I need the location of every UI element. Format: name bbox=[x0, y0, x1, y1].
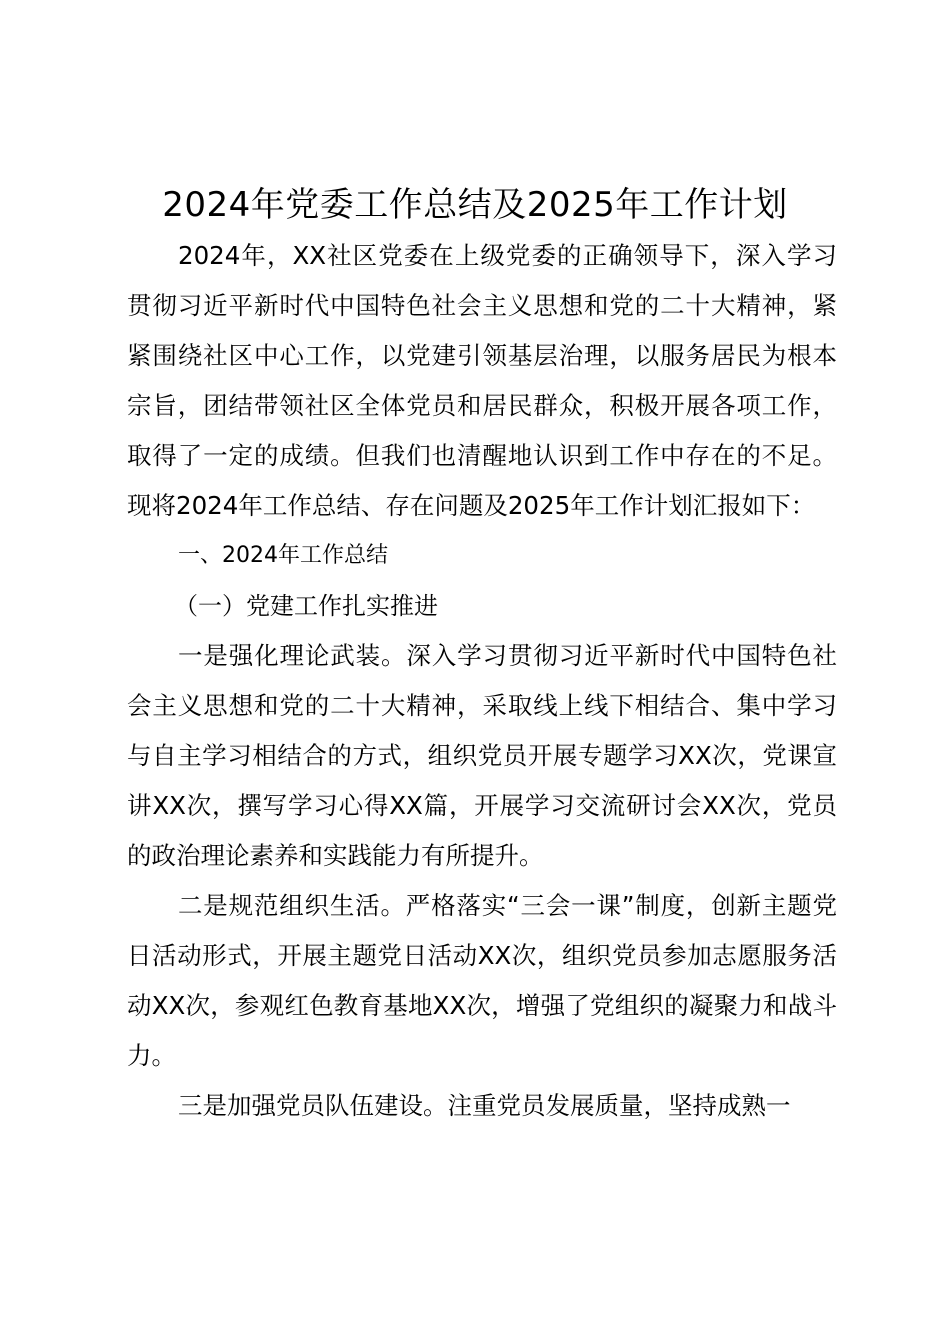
document-title: 2024年党委工作总结及2025年工作计划 bbox=[162, 185, 788, 225]
intro-paragraph: 2024年，XX社区党委在上级党委的正确领导下，深入学习贯彻习近平新时代中国特色社会主义思想和党的二十大精神，紧紧围绕社区中心工作，以党建引领基层治理，以服务居民为根本宗旨，团结带领社区全体党员和居民群众，积极开展各项工作，取得了一定的成绩。但我们也清醒地认识到工作中存在的不足。现将2024年工作总结、存在问题及2025年工作计划汇报如下： bbox=[127, 241, 837, 520]
paragraph-organization-life: 二是规范组织生活。严格落实“三会一课”制度，创新主题党日活动形式，开展主题党日活动XX次，组织党员参加志愿服务活动XX次，参观红色教育基地XX次，增强了党组织的凝聚力和战斗力。 bbox=[127, 891, 837, 1070]
document-body bbox=[127, 231, 837, 1131]
subsection-heading-party-building: （一）党建工作扎实推进 bbox=[174, 592, 438, 620]
paragraph-theory-study: 一是强化理论武装。深入学习贯彻习近平新时代中国特色社会主义思想和党的二十大精神，采取线上线下相结合、集中学习与自主学习相结合的方式，组织党员开展专题学习XX次，党课宣讲XX次，撰写学习心得XX篇，开展学习交流研讨会XX次，党员的政治理论素养和实践能力有所提升。 bbox=[127, 641, 837, 870]
section-heading-summary: 一、2024年工作总结 bbox=[178, 543, 388, 568]
paragraph-member-team: 三是加强党员队伍建设。注重党员发展质量，坚持成熟一 bbox=[178, 1091, 791, 1120]
